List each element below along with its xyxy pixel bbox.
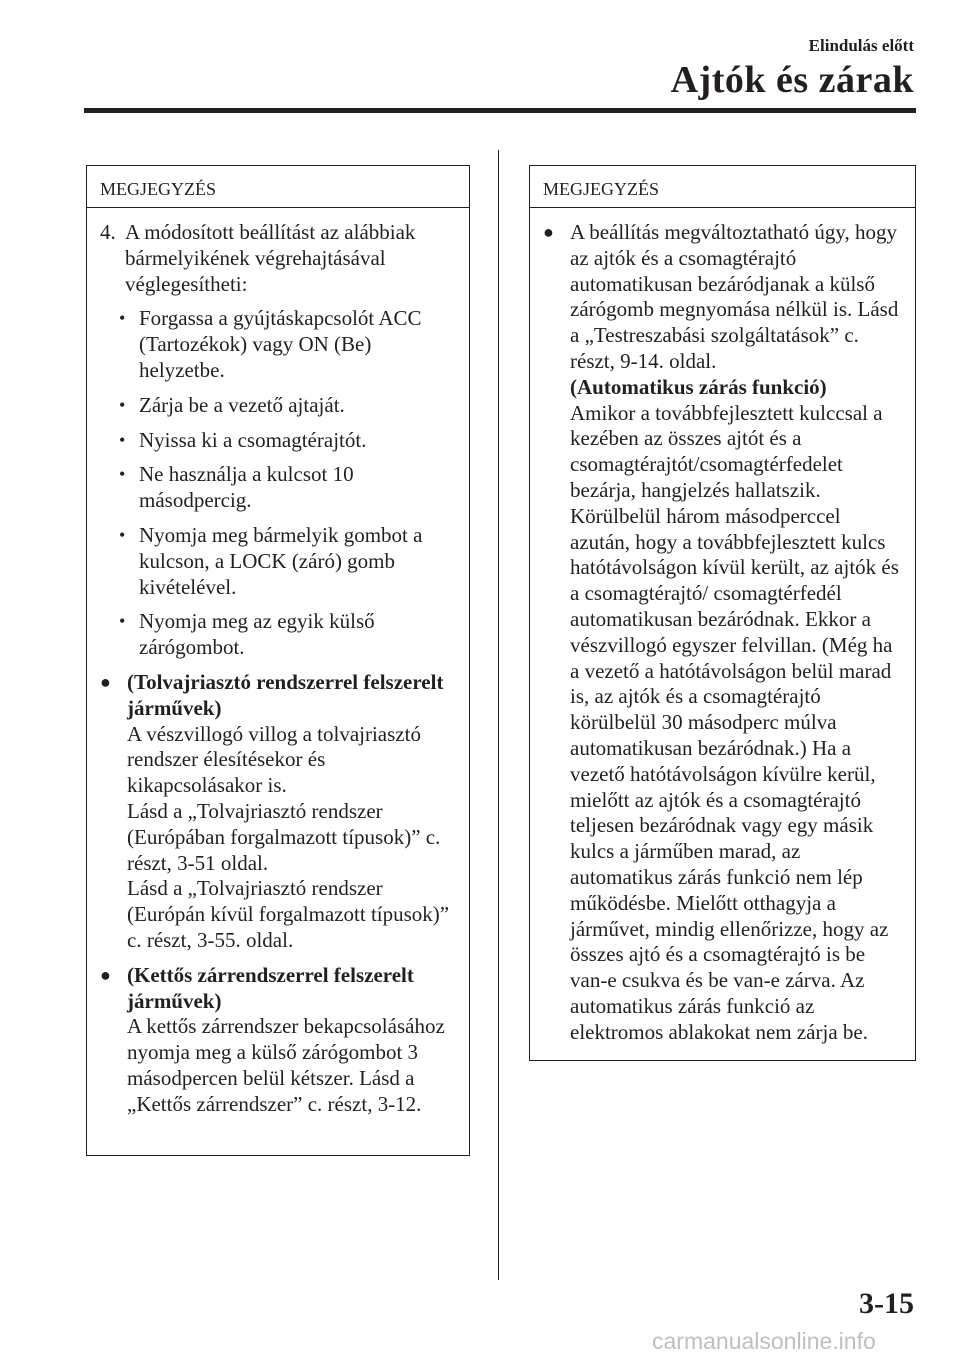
alarm-text: A vészvillogó villog a tolvajriasztó rendszer élesítésekor és kikapcsolásakor is. bbox=[127, 721, 421, 798]
alarm-reference-europe: Lásd a „Tolvajriasztó rendszer (Európában forgalmazott típusok)” c. részt, 3-51 oldal. bbox=[127, 798, 441, 875]
note-heading: MEGJEGYZÉS bbox=[87, 166, 469, 208]
list-item bbox=[100, 306, 455, 383]
list-item bbox=[100, 523, 455, 600]
chapter-title: Ajtók és zárak bbox=[670, 59, 914, 101]
list-item-text: Zárja be a vezető ajtaját. bbox=[139, 392, 345, 417]
list-item bbox=[100, 609, 455, 661]
bullet-icon: • bbox=[119, 394, 126, 415]
customization-text: A beállítás megváltoztatható úgy, hogy az ajtók és a csomagtérajtó automatikusan bezáródjanak a külső zárógomb megnyomása nélkül is. Lásd a „Testreszabási szolgáltatások” c. részt, 9-14. oldal. bbox=[570, 220, 899, 373]
double-lock-text: A kettős zárrendszer bekapcsolásához nyomja meg a külső zárógombot 3 másodpercen belül kétszer. Lásd a „Kettős zárrendszer” c. részt, 3-12. bbox=[127, 1014, 445, 1116]
double-lock-title: (Kettős zárrendszerrel felszerelt járművek) bbox=[127, 962, 414, 1013]
alarm-note-content bbox=[127, 670, 455, 954]
auto-lock-title: (Automatikus zárás funkció) bbox=[570, 374, 827, 399]
step-item bbox=[100, 220, 455, 297]
list-item bbox=[100, 462, 455, 514]
section-label: Elindulás előtt bbox=[808, 36, 914, 55]
double-lock-note bbox=[100, 963, 455, 1118]
auto-lock-content bbox=[570, 220, 901, 1046]
bullet-icon: • bbox=[119, 429, 126, 450]
list-item-text: Nyissa ki a csomagtérajtót. bbox=[139, 427, 367, 452]
list-item-text: Forgassa a gyújtáskapcsolót ACC (Tartozékok) vagy ON (Be) helyzetbe. bbox=[139, 306, 422, 382]
note-body bbox=[87, 208, 469, 1118]
alarm-note bbox=[100, 670, 455, 954]
header-rule bbox=[84, 108, 916, 113]
note-body bbox=[530, 208, 915, 1046]
bullet-icon: • bbox=[119, 308, 126, 329]
step-number: 4. bbox=[100, 220, 116, 244]
bullet-icon: ● bbox=[100, 671, 111, 692]
page-number: 3-15 bbox=[859, 1287, 914, 1320]
note-box-right bbox=[529, 165, 916, 1061]
bullet-icon: • bbox=[119, 611, 126, 632]
list-item-text: Nyomja meg az egyik külső zárógombot. bbox=[139, 609, 375, 660]
list-item-text: Ne használja a kulcsot 10 másodpercig. bbox=[139, 462, 354, 513]
bullet-icon: • bbox=[119, 464, 126, 485]
alarm-reference-non-europe: Lásd a „Tolvajriasztó rendszer (Európán kívül forgalmazott típusok)” c. részt, 3-55. oldal. bbox=[127, 876, 450, 952]
column-divider bbox=[498, 150, 499, 1280]
note-heading: MEGJEGYZÉS bbox=[530, 166, 915, 208]
bullet-icon: ● bbox=[100, 964, 111, 985]
step-text: A módosított beállítást az alábbiak bármelyikének végrehajtásával véglegesítheti: bbox=[125, 220, 416, 296]
sub-list bbox=[100, 306, 455, 661]
double-lock-content bbox=[127, 963, 455, 1118]
bullet-icon: ● bbox=[543, 222, 554, 242]
auto-lock-text: Amikor a továbbfejlesztett kulccsal a kezében az összes ajtót és a csomagtérajtót/csomagtérfedelet bezárja, hangjelzés hallatszik. Körülbelül három másodperccel azután, hogy a továbbfejlesztett kulcs hatótávolságon kívül került, az ajtók és a csomagtérajtó/ csomagtérfedél automatikusan bezáródnak. Ekkor a vészvillogó egyszer felvillan. (Még ha a vezető a hatótávolságon belül marad is, az ajtók és a csomagtérajtó körülbelül 30 másodperc múlva automatikusan bezáródnak.) Ha a vezető hatótávolságon kívülre kerül, mielőtt az ajtók és a csomagtérajtó teljesen bezáródnak vagy egy másik kulcs a járműben marad, az automatikus zárás funkció nem lép működésbe. Mielőtt otthagyja a járművet, mindig ellenőrizze, hogy az összes ajtó és a csomagtérajtó is be van-e csukva és be van-e zárva. Az automatikus zárás funkció az elektromos ablakokat nem zárja be. bbox=[570, 400, 899, 1044]
list-item bbox=[100, 393, 455, 419]
auto-lock-note bbox=[543, 220, 901, 1046]
list-item bbox=[100, 428, 455, 454]
list-item-text: Nyomja meg bármelyik gombot a kulcson, a LOCK (záró) gomb kivételével. bbox=[139, 522, 423, 599]
bullet-icon: • bbox=[119, 524, 126, 545]
watermark: carmanualsonline.info bbox=[652, 1328, 876, 1354]
alarm-title: (Tolvajriasztó rendszerrel felszerelt járművek) bbox=[127, 669, 444, 720]
note-box-left bbox=[86, 165, 470, 1156]
